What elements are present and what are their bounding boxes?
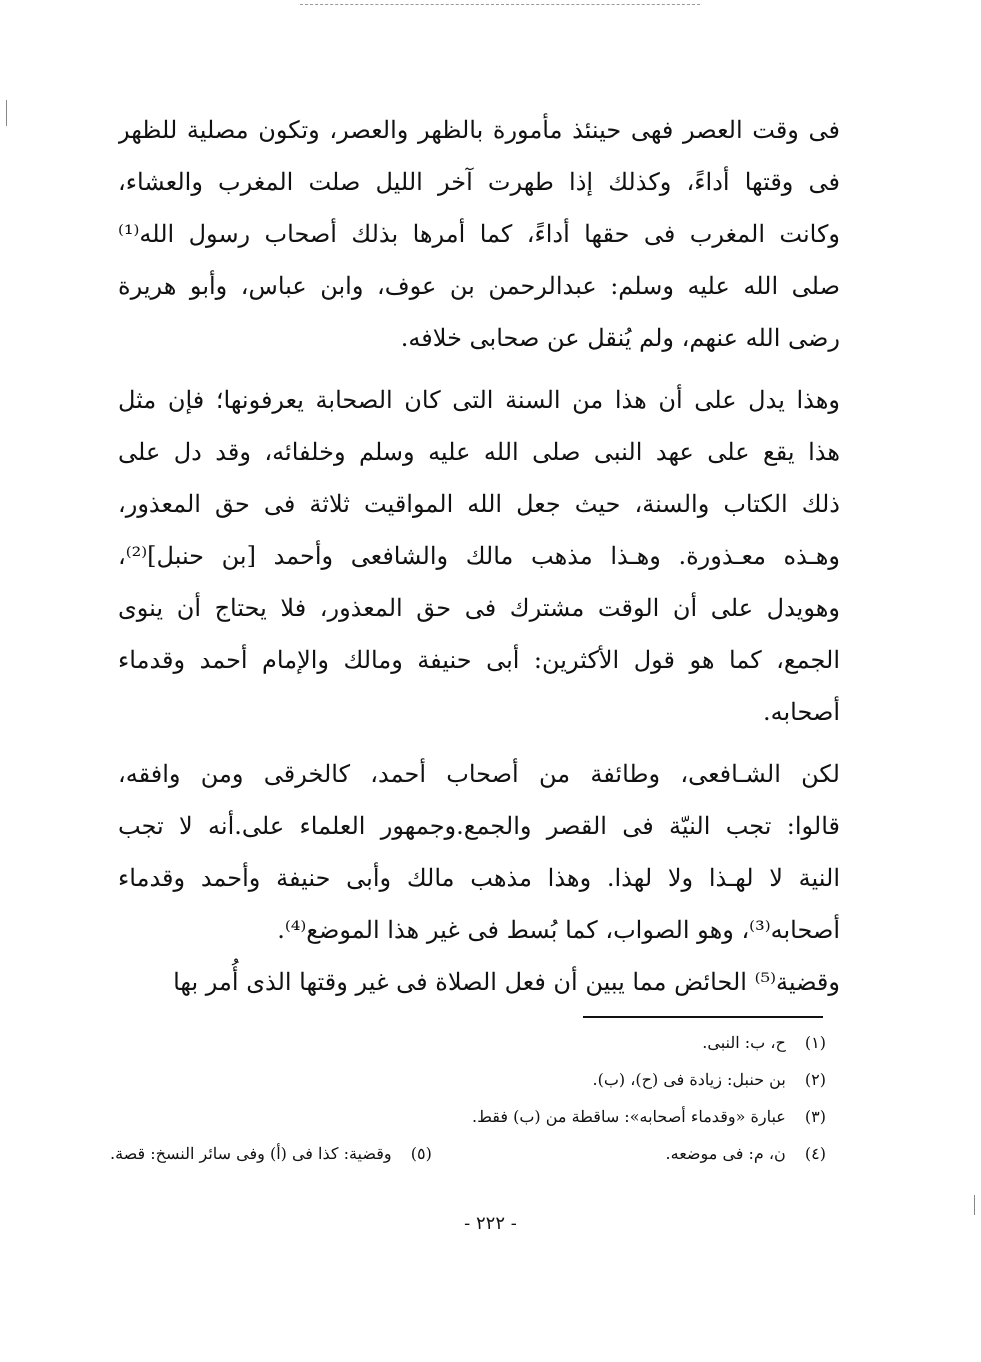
footnote-number: (٣) [804, 1107, 826, 1126]
text-line: وهويدل على أن الوقت مشترك فى حق المعذور، فلا يحتاج أن ينوى [118, 594, 840, 622]
text-line: قالوا: تجب النيّة فى القصر والجمع.وجمهور العلماء على.أنه لا تجب [118, 812, 840, 840]
paragraph-1 [118, 104, 840, 364]
footnote-number: (٥) [410, 1144, 432, 1163]
footnote-text: وقضية: كذا فى (أ) وفى سائر النسخ: قصة. [110, 1144, 392, 1163]
right-margin-mark [974, 1195, 975, 1215]
footnote-text: بن حنبل: زيادة فى (ح)، (ب). [592, 1070, 786, 1089]
left-margin-mark [6, 100, 7, 126]
footnote-5 [110, 1135, 432, 1172]
text-line: لكن الشـافعى، وطائفة من أصحاب أحمد، كالخرقى ومن وافقه، [118, 760, 840, 788]
footnotes [110, 1024, 826, 1172]
text-line: وهـذه معـذورة. وهـذا مذهب مالك والشافعى وأحمد [بن حنبل]⁽²⁾، [118, 542, 840, 570]
footnote-2 [110, 1061, 826, 1098]
paragraph-4 [118, 956, 840, 1008]
page-number: - ٢٢٢ - [464, 1213, 517, 1234]
footnote-text: ن، م: فى موضعه. [665, 1144, 786, 1163]
text-line: فى وقتها أداءً، وكذلك إذا طهرت آخر الليل صلت المغرب والعشاء، [118, 168, 840, 196]
footnote-3 [110, 1098, 826, 1135]
footnote-number: (١) [804, 1033, 826, 1052]
footnote-number: (٤) [804, 1144, 826, 1163]
paragraph-3 [118, 748, 840, 956]
footnote-separator [583, 1016, 823, 1018]
footnote-4-5 [110, 1135, 826, 1172]
top-scan-edge [300, 4, 700, 5]
text-line: وكانت المغرب فى حقها أداءً، كما أمرها بذلك أصحاب رسول الله⁽¹⁾ [118, 220, 840, 248]
footnote-4 [666, 1135, 826, 1172]
text-line: هذا يقع على عهد النبى صلى الله عليه وسلم وخلفائه، وقد دل على [118, 438, 840, 466]
text-line: صلى الله عليه وسلم: عبدالرحمن بن عوف، وابن عباس، وأبو هريرة [118, 272, 840, 300]
footnote-text: عبارة «وقدماء أصحابه»: ساقطة من (ب) فقط. [472, 1107, 786, 1126]
text-line: أصحابه. [762, 698, 840, 726]
text-line: ذلك الكتاب والسنة، حيث جعل الله المواقيت ثلاثة فى حق المعذور، [118, 490, 840, 518]
footnote-1 [110, 1024, 826, 1061]
main-text [118, 104, 840, 1008]
footnote-text: ح، ب: النبى. [702, 1033, 786, 1052]
footnote-number: (٢) [804, 1070, 826, 1089]
text-line: وقضية⁽⁵⁾ الحائض مما يبين أن فعل الصلاة فى غير وقتها الذى أُمر بها [173, 968, 840, 996]
text-line: فى وقت العصر فهى حينئذ مأمورة بالظهر والعصر، وتكون مصلية للظهر [118, 116, 840, 144]
text-line: أصحابه⁽³⁾، وهو الصواب، كما بُسط فى غير هذا الموضع⁽⁴⁾. [277, 916, 840, 944]
paragraph-2 [118, 374, 840, 738]
text-line: رضى الله عنهم، ولم يُنقل عن صحابى خلافه. [400, 324, 840, 352]
text-line: النية لا لهـذا ولا لهذا. وهذا مذهب مالك وأبى حنيفة وأحمد وقدماء [118, 864, 840, 892]
text-line: وهذا يدل على أن هذا من السنة التى كان الصحابة يعرفونها؛ فإن مثل [118, 386, 840, 414]
text-line: الجمع، كما هو قول الأكثرين: أبى حنيفة ومالك والإمام أحمد وقدماء [118, 646, 840, 674]
